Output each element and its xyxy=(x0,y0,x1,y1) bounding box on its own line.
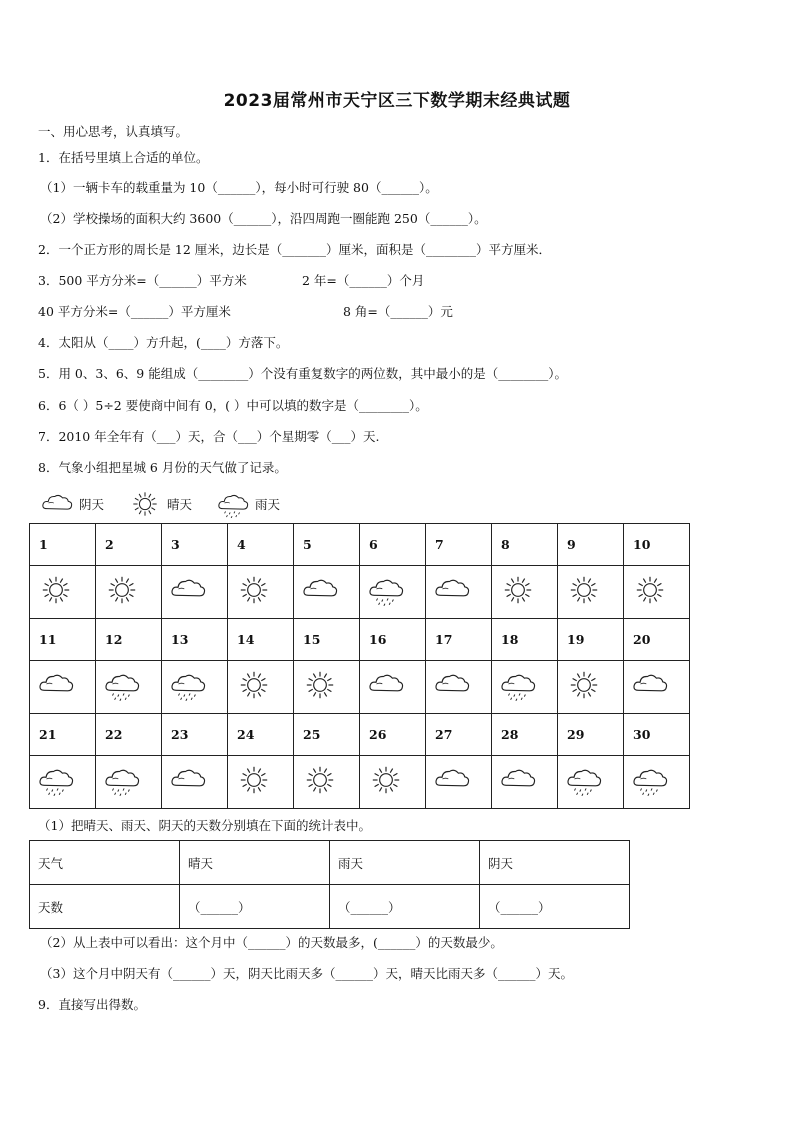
question-8: 8．气象小组把星城 6 月份的天气做了记录。 xyxy=(38,460,287,475)
weather-icon-row xyxy=(30,756,690,809)
day-number-cell: 29 xyxy=(558,714,624,756)
day-number-cell: 20 xyxy=(624,619,690,661)
sun-icon xyxy=(565,574,603,606)
sun-icon xyxy=(103,574,141,606)
weather-record-table xyxy=(29,523,690,809)
cloud-icon xyxy=(433,574,471,606)
weather-icon-cell xyxy=(426,756,492,809)
day-number-cell: 13 xyxy=(162,619,228,661)
rain-icon xyxy=(631,764,669,796)
question-3-c: 40 平方分米=（______）平方厘米 xyxy=(38,304,231,319)
question-3-d: 8 角=（______）元 xyxy=(343,304,453,319)
weather-icon-cell xyxy=(558,566,624,619)
day-number-cell: 28 xyxy=(492,714,558,756)
sun-icon xyxy=(126,490,167,518)
day-number-cell: 22 xyxy=(96,714,162,756)
cloud-icon xyxy=(37,669,75,701)
day-number-cell: 12 xyxy=(96,619,162,661)
sun-icon xyxy=(37,574,75,606)
stat-header-cloudy: 阴天 xyxy=(480,841,630,885)
cloud-icon xyxy=(367,669,405,701)
statistics-table xyxy=(29,840,630,929)
sun-icon xyxy=(235,764,273,796)
weather-icon-cell xyxy=(492,566,558,619)
weather-icon-cell xyxy=(426,566,492,619)
question-1-part-2: （2）学校操场的面积大约 3600（______），沿四周跑一圈能跑 250（______）。 xyxy=(40,211,487,226)
weather-icon-cell xyxy=(294,661,360,714)
day-number-cell: 4 xyxy=(228,524,294,566)
question-4: 4．太阳从（____）方升起，(____）方落下。 xyxy=(38,335,289,350)
question-6: 6．6（ ）5÷2 要使商中间有 0，( ）中可以填的数字是（________）。 xyxy=(38,398,428,413)
cloud-icon xyxy=(169,574,207,606)
weather-icon-cell xyxy=(96,566,162,619)
question-5: 5．用 0、3、6、9 能组成（________）个没有重复数字的两位数，其中最小的是（________）。 xyxy=(38,366,567,381)
weather-icon-cell xyxy=(228,756,294,809)
day-number-cell: 16 xyxy=(360,619,426,661)
day-number-cell: 7 xyxy=(426,524,492,566)
question-1-part-1: （1）一辆卡车的载重量为 10（______），每小时可行驶 80（______）。 xyxy=(40,180,438,195)
day-number-cell: 24 xyxy=(228,714,294,756)
rain-icon xyxy=(367,574,405,606)
rain-icon xyxy=(214,490,255,518)
weather-icon-cell xyxy=(228,661,294,714)
question-9: 9．直接写出得数。 xyxy=(38,997,146,1012)
cloud-icon xyxy=(169,764,207,796)
weather-icon-cell xyxy=(96,756,162,809)
weather-icon-cell xyxy=(624,661,690,714)
cloud-icon xyxy=(433,764,471,796)
stat-header-sunny: 晴天 xyxy=(180,841,330,885)
day-number-cell: 18 xyxy=(492,619,558,661)
weather-icon-cell xyxy=(558,756,624,809)
rain-icon xyxy=(499,669,537,701)
section-heading: 一、用心思考，认真填写。 xyxy=(38,124,189,139)
stat-rainy-count[interactable]: （______） xyxy=(330,885,480,929)
stat-sunny-count[interactable]: （______） xyxy=(180,885,330,929)
cloud-icon xyxy=(38,490,79,518)
cloud-icon xyxy=(301,574,339,606)
weather-legend xyxy=(38,490,302,518)
rain-icon xyxy=(103,669,141,701)
rain-icon xyxy=(169,669,207,701)
sun-icon xyxy=(631,574,669,606)
weather-icon-cell xyxy=(426,661,492,714)
cloud-icon xyxy=(433,669,471,701)
page-title: 2023届常州市天宁区三下数学期末经典试题 xyxy=(223,91,571,111)
weather-icon-cell xyxy=(558,661,624,714)
question-8-part-1: （1）把晴天、雨天、阴天的天数分别填在下面的统计表中。 xyxy=(38,818,371,833)
day-number-cell: 25 xyxy=(294,714,360,756)
stat-header-weather: 天气 xyxy=(30,841,180,885)
day-number-cell: 23 xyxy=(162,714,228,756)
sun-icon xyxy=(235,669,273,701)
stat-count-row xyxy=(30,885,630,929)
legend-label: 晴天 xyxy=(167,497,193,512)
weather-icon-cell xyxy=(492,661,558,714)
day-number-cell: 14 xyxy=(228,619,294,661)
sun-icon xyxy=(367,764,405,796)
weather-icon-cell xyxy=(162,566,228,619)
rain-icon xyxy=(37,764,75,796)
cloud-icon xyxy=(499,764,537,796)
day-number-cell: 3 xyxy=(162,524,228,566)
rain-icon xyxy=(103,764,141,796)
day-number-row xyxy=(30,619,690,661)
weather-icon-cell xyxy=(360,661,426,714)
day-number-cell: 9 xyxy=(558,524,624,566)
day-number-cell: 19 xyxy=(558,619,624,661)
weather-icon-cell xyxy=(624,566,690,619)
legend-label: 雨天 xyxy=(255,497,281,512)
day-number-cell: 6 xyxy=(360,524,426,566)
sun-icon xyxy=(499,574,537,606)
weather-icon-cell xyxy=(360,756,426,809)
day-number-cell: 10 xyxy=(624,524,690,566)
stat-row-label: 天数 xyxy=(30,885,180,929)
weather-icon-cell xyxy=(624,756,690,809)
weather-icon-cell xyxy=(294,566,360,619)
sun-icon xyxy=(301,764,339,796)
day-number-row xyxy=(30,714,690,756)
question-3-a: 3．500 平方分米=（______）平方米 xyxy=(38,273,247,288)
weather-icon-row xyxy=(30,566,690,619)
stat-header-rainy: 雨天 xyxy=(330,841,480,885)
weather-icon-cell xyxy=(30,756,96,809)
rain-icon xyxy=(565,764,603,796)
stat-cloudy-count[interactable]: （______） xyxy=(480,885,630,929)
legend-label: 阴天 xyxy=(79,497,105,512)
legend-item-sun xyxy=(126,490,192,518)
day-number-cell: 17 xyxy=(426,619,492,661)
day-number-cell: 5 xyxy=(294,524,360,566)
sun-icon xyxy=(565,669,603,701)
legend-item-cloud xyxy=(38,490,104,518)
weather-icon-cell xyxy=(162,661,228,714)
day-number-row xyxy=(30,524,690,566)
weather-icon-cell xyxy=(96,661,162,714)
day-number-cell: 8 xyxy=(492,524,558,566)
day-number-cell: 26 xyxy=(360,714,426,756)
question-2: 2．一个正方形的周长是 12 厘米，边长是（_______）厘米，面积是（________）平方厘米． xyxy=(38,242,552,257)
day-number-cell: 27 xyxy=(426,714,492,756)
question-3-b: 2 年=（______）个月 xyxy=(302,273,425,288)
question-1: 1．在括号里填上合适的单位。 xyxy=(38,150,209,165)
sun-icon xyxy=(235,574,273,606)
stat-header-row xyxy=(30,841,630,885)
day-number-cell: 21 xyxy=(30,714,96,756)
legend-item-rain xyxy=(214,490,280,518)
question-8-part-2: （2）从上表中可以看出：这个月中（______）的天数最多，(______）的天数最少。 xyxy=(40,935,503,950)
weather-icon-cell xyxy=(30,661,96,714)
weather-icon-cell xyxy=(360,566,426,619)
weather-icon-cell xyxy=(492,756,558,809)
weather-icon-cell xyxy=(228,566,294,619)
sun-icon xyxy=(301,669,339,701)
weather-icon-cell xyxy=(30,566,96,619)
question-8-part-3: （3）这个月中阴天有（______）天，阴天比雨天多（______）天，晴天比雨天多（______）天。 xyxy=(40,966,573,981)
day-number-cell: 15 xyxy=(294,619,360,661)
day-number-cell: 11 xyxy=(30,619,96,661)
day-number-cell: 2 xyxy=(96,524,162,566)
weather-icon-cell xyxy=(162,756,228,809)
cloud-icon xyxy=(631,669,669,701)
day-number-cell: 30 xyxy=(624,714,690,756)
weather-icon-cell xyxy=(294,756,360,809)
weather-icon-row xyxy=(30,661,690,714)
day-number-cell: 1 xyxy=(30,524,96,566)
question-7: 7．2010 年全年有（___）天，合（___）个星期零（___）天. xyxy=(38,429,380,444)
